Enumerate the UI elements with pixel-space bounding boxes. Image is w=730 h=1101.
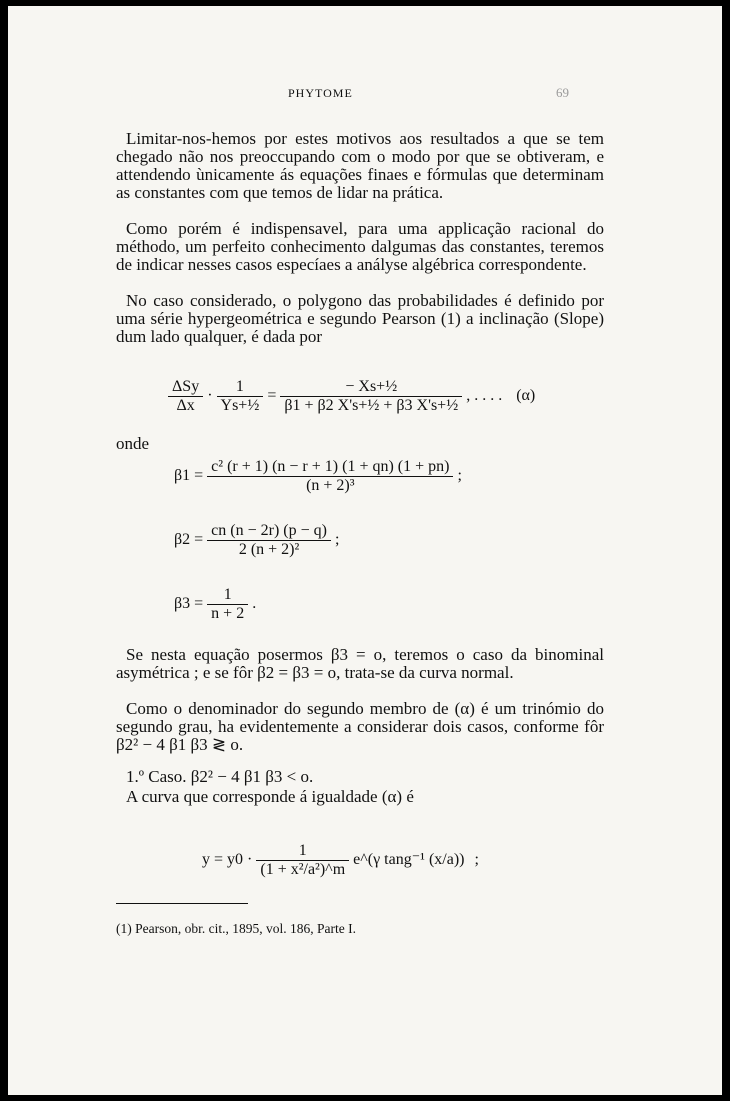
paragraph-7: A curva que corresponde á igualdade (α) é (126, 787, 414, 806)
beta3-lhs: β3 = (174, 595, 204, 613)
beta2-num: cn (n − 2r) (p − q) (207, 522, 331, 541)
footnote-rule (116, 903, 248, 904)
alpha-inv-num: 1 (217, 378, 264, 397)
curve-den: (1 + x²/a²)^m (260, 861, 346, 878)
equation-alpha: $\frac{\text{ΔSy}}{\Delta x}$ · $\frac{1}{\text{Ys+½}}$ = $\frac{\text{− Xs+½}}{\text{β1 + β2 X's+½ + β3 X's+½}}$ , . . . . (α) (168, 378, 535, 415)
alpha-inv-den: Ys+½ (220, 397, 260, 414)
alpha-lhs-den: Δx (176, 397, 195, 414)
beta3-den: n + 2 (211, 605, 245, 622)
curve-lhs: y = y0 · (202, 851, 253, 869)
beta3-num: 1 (207, 586, 248, 605)
page-number: 69 (556, 85, 569, 100)
paragraph-4: Se nesta equação posermos β3 = o, teremos o caso da binominal asymétrica ; e se fôr β2 = β3 = o, trata-se da curva normal. (116, 645, 604, 682)
beta1-lhs: β1 = (174, 467, 204, 485)
curve-tail: ; (474, 851, 479, 869)
paragraph-5: Como o denominador do segundo membro de (α) é um trinómio do segundo grau, ha evidentemente a considerar dois casos, conforme fôr β2² − 4 β1 β3 ≷ o. (116, 699, 604, 754)
beta1-num: c² (r + 1) (n − r + 1) (1 + qn) (1 + pn) (207, 458, 453, 477)
beta2-lhs: β2 = (174, 531, 204, 549)
beta2-tail: ; (334, 531, 340, 549)
equation-beta3 (174, 586, 256, 623)
onde-label: onde (116, 434, 150, 453)
beta2-den: 2 (n + 2)² (238, 541, 300, 558)
equation-curve (202, 842, 479, 879)
alpha-rhs-num: − Xs+½ (280, 378, 462, 397)
curve-num: 1 (256, 842, 349, 861)
alpha-rhs-den: β1 + β2 X's+½ + β3 X's+½ (284, 397, 459, 414)
footnote: (1) Pearson, obr. cit., 1895, vol. 186, Parte I. (116, 921, 356, 936)
alpha-label: (α) (516, 387, 536, 405)
paragraph-1: Limitar-nos-hemos por estes motivos aos resultados a que se tem chegado não nos preoccupando com o modo por que se obtiveram, e attendendo ùnicamente ás equações finaes e fórmulas que determinam as constantes com que temos de lidar na prática. (116, 129, 604, 202)
alpha-lhs-num: ΔSy (168, 378, 203, 397)
beta1-den: (n + 2)³ (306, 477, 355, 494)
equation-beta2 (174, 522, 339, 559)
paragraph-6: 1.º Caso. β2² − 4 β1 β3 < o. (126, 767, 314, 786)
alpha-tail: , . . . . (466, 387, 503, 405)
paragraph-3: No caso considerado, o polygono das probabilidades é definido por uma série hypergeométrica e segundo Pearson (1) a inclinação (Slope) dum lado qualquer, é dada por (116, 291, 604, 346)
paragraph-2: Como porém é indispensavel, para uma applicação racional do méthodo, um perfeito conhecimento dalgumas das constantes, teremos de indicar nesses casos especíaes a anályse algébrica correspondente. (116, 219, 604, 274)
beta1-tail: ; (457, 467, 462, 485)
page (8, 6, 722, 1095)
equation-beta1 (174, 458, 462, 495)
curve-exp: e^(γ tang⁻¹ (x/a)) (353, 851, 465, 869)
running-header: PHYTOME (288, 86, 353, 100)
beta3-tail: . (252, 595, 257, 613)
